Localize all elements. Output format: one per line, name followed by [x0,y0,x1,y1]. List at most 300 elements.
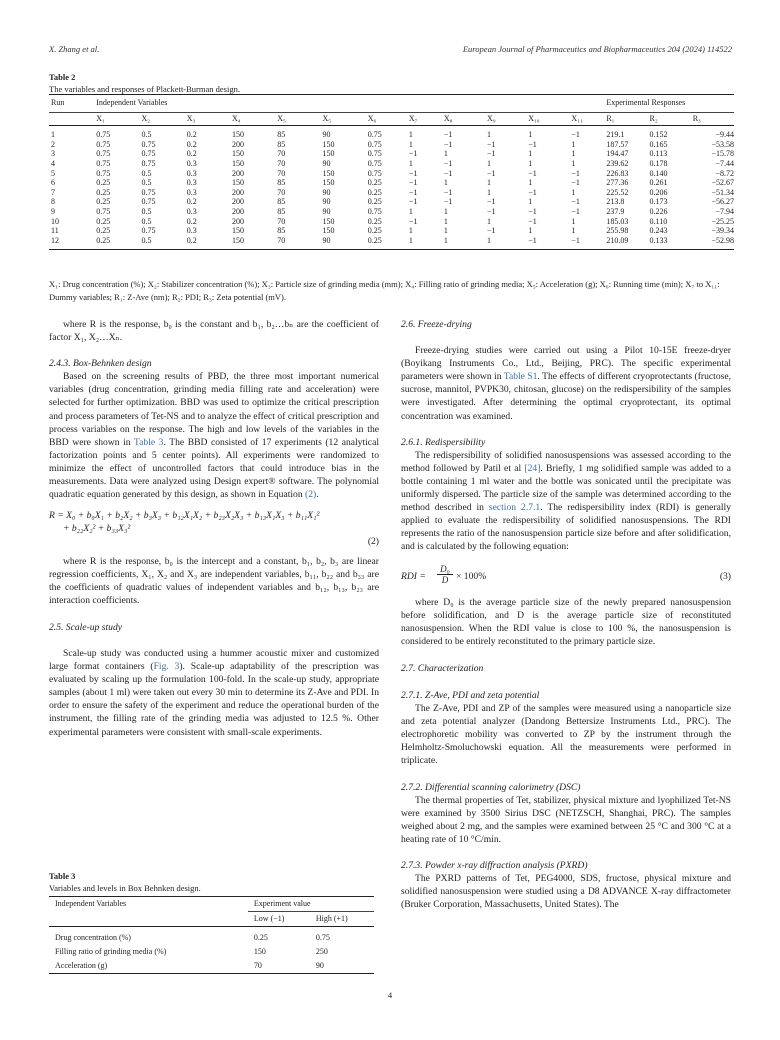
table-cell: 0.25 [367,197,382,207]
table-cell: −1 [443,168,453,178]
table-cell: 1 [528,197,533,207]
table-row [49,178,734,188]
table-row [49,207,734,217]
heading-2-7: 2.7. Characterization [401,662,484,674]
table2-colhead-cell: X₄ [232,113,241,123]
table-cell: 200 [232,187,244,197]
table-cell: 4 [51,158,55,168]
table-cell: 1 [571,216,576,226]
equation-3-number: (3) [719,570,731,582]
table-cell: 0.3 [186,187,197,197]
table-cell: 150 [232,226,244,236]
table3-caption: Variables and levels in Box Behnken design. [49,883,201,893]
table-cell: −7.44 [715,158,734,168]
left-para-2-a: Based on the screening results of PBD, the three most important numerical variables (drug concentration, grinding media filling rate and acceleration) were selected for further optimization. BBD was used to optimize the critical prescription and process parameters of Tet-NS and to analyze the effect of critical prescription and process variables on the response. The high and low levels of the variables in the BBD were shown in [49,371,379,448]
table-cell: 150 [322,139,335,149]
table-cell: 0.75 [96,149,111,159]
table-cell: 0.25 [96,235,111,245]
table-cell: 0.75 [367,149,382,159]
table3-label: Table 3 [49,871,76,881]
table-cell: −1 [408,197,418,207]
table-cell: 213.8 [606,197,625,207]
table-cell: 0.226 [649,206,668,216]
table2-colhead-cell: X₅ [277,113,286,123]
table-cell: 0.3 [186,206,197,216]
table-cell: 1 [443,178,448,188]
table-cell: 11 [51,226,59,236]
table-cell: 277.36 [606,178,629,188]
table-cell: 250 [315,947,328,956]
table-cell: 200 [232,139,244,149]
table-cell: −8.72 [715,168,734,178]
table-cell: −1 [487,226,496,236]
table-cell: 150 [232,235,244,245]
table-cell: 0.75 [141,197,156,207]
table-cell: 1 [443,206,448,216]
table-cell: 70 [277,168,286,178]
table-cell: 90 [322,197,331,207]
table-cell: 12 [51,235,59,245]
table-cell: 0.2 [186,149,197,159]
table2-colhead-cell: X₇ [407,112,442,126]
right-column [401,318,731,911]
table-cell: 9 [51,206,55,216]
table-cell: 8 [51,197,55,207]
table-cell: 0.25 [367,216,382,226]
table-cell: 6 [51,178,55,188]
table-cell: −1 [571,178,580,188]
table-cell: 1 [528,226,533,236]
table-cell: 187.57 [606,139,629,149]
table-cell: 0.2 [186,235,197,245]
table3-high-header: High (+1) [315,914,348,923]
table-cell: 0.25 [96,197,111,207]
equation-2-number: (2) [367,536,379,548]
table-row [49,226,734,236]
table-cell: Acceleration (g) [55,961,108,970]
table-cell: 0.25 [367,235,382,245]
table-cell: 1 [443,149,448,159]
table-cell: 1 [571,226,576,236]
table-cell: 185.03 [606,216,629,226]
table-cell: 1 [443,226,448,236]
table-cell: −1 [571,235,580,245]
table-cell: 0.3 [186,158,197,168]
table-cell: 1 [571,139,576,149]
table-cell: 85 [277,197,286,207]
table-cell: −1 [528,139,537,149]
table-cell: 2 [51,139,55,149]
equation-3-fraction [437,564,453,585]
table-cell: 1 [51,130,55,140]
table-cell: 150 [322,216,335,226]
table-cell: 90 [322,187,331,197]
table2-colhead-cell: X₉ [485,112,526,126]
heading-2-6-1: 2.6.1. Redispersibility [401,436,486,448]
table-cell: 70 [277,216,286,226]
table2 [49,95,734,250]
table-cell: 90 [322,158,331,168]
table3-exp-header: Experiment value [248,897,374,912]
table3 [49,896,374,974]
heading-2-6: 2.6. Freeze-drying [401,319,472,330]
table-cell: 0.5 [141,130,152,140]
link-table-s1[interactable]: Table S1 [503,371,538,383]
table-cell: 200 [232,206,244,216]
table-cell: 239.62 [606,158,629,168]
table-cell: 0.25 [96,187,111,197]
left-para-2-b: . The BBD consisted of 17 experiments (12 analytical factorization points and 5 center points). All experiments were randomized to minimize the effect of uncontrolled factors that could introduce bias in the measurements. Data were analyzed using Design expert® software. The polynomial quadratic equation generated by this design, as shown in Equation [49,436,379,501]
table-cell: −1 [571,197,580,207]
table-cell: −7.94 [715,206,734,216]
table-cell: −1 [443,130,453,140]
table-cell: 85 [277,226,286,236]
table-cell: −52.67 [711,178,734,188]
table-cell: 0.206 [649,187,668,197]
table-cell: 7 [51,187,55,197]
table2-resp-header: Experimental Responses [606,98,686,107]
table-cell: 200 [232,216,244,226]
table2-colhead-cell: X₆ [367,113,377,123]
table-cell: 0.75 [141,187,156,197]
table-cell: 0.3 [186,168,197,178]
table-cell: 0.243 [649,226,668,236]
table-cell: 150 [232,178,244,188]
table-row [49,927,374,946]
table-cell: 0.2 [186,197,197,207]
table2-colhead-cell: X₅ [322,113,332,123]
table-cell: 1 [528,130,533,140]
table-cell: −56.27 [711,197,734,207]
table-cell: 1 [487,187,492,197]
table-cell: 1 [571,187,576,197]
table-cell: −1 [571,130,580,140]
table-cell: 85 [277,206,286,216]
table-cell: 0.25 [96,216,111,226]
table-cell: −1 [487,206,496,216]
table-cell: −1 [443,187,453,197]
table-cell: 1 [487,216,492,226]
table-cell: −1 [487,197,496,207]
table2-colhead-cell: X₃ [186,113,196,123]
table-cell: 200 [232,197,244,207]
table-cell: 70 [277,235,286,245]
table-cell: 1 [528,158,533,168]
table-cell: −1 [408,178,418,188]
table-cell: 194.47 [606,149,629,159]
table-cell: 0.75 [367,130,382,140]
table2-colhead-cell: R₃ [692,113,701,123]
table-cell: 150 [322,226,335,236]
table-cell: 237.9 [606,206,625,216]
table-cell: 0.75 [141,149,156,159]
right-para-3: where D₀ is the average particle size of the newly prepared nanosuspension before solidification, and D is the average particle size of reconstituted nanosuspension. When the RDI value is close to 100 %, the nanosuspension is considered to be entirely reconstituted to the primary particle size. [401,596,731,647]
table-cell: 0.75 [96,206,111,216]
table-cell: 150 [322,149,335,159]
table2-column-header [49,112,734,126]
table2-colhead-cell: X₁₁ [569,112,604,126]
right-para-5: The thermal properties of Tet, stabilizer, physical mixture and lyophilized Tet-NS were examined by 3500 Sirius DSC (NETZSCH, Shanghai, PRC). The samples weighed about 2 mg, and the samples were examined between 25 °C and 300 °C at a heating rate of 10 °C/min. [401,794,731,845]
table-cell: 1 [408,139,413,149]
table-cell: 0.261 [649,178,668,188]
table-cell: 0.25 [96,178,111,188]
table-cell: 0.75 [96,158,111,168]
table-cell: −39.34 [711,226,734,236]
table-cell: −1 [443,158,453,168]
table-row [49,236,734,250]
table-cell: −9.44 [715,130,734,140]
table-cell: 70 [277,187,286,197]
table-cell: 0.165 [649,139,668,149]
table-cell: −1 [528,187,537,197]
table-cell: 0.152 [649,130,668,140]
table-cell: 0.25 [367,178,382,188]
table-cell: 0.133 [649,235,668,245]
table2-caption: The variables and responses of Plackett-Burman design. [49,84,240,94]
right-para-6: The PXRD patterns of Tet, PEG4000, SDS, fructose, physical mixture and solidified nanosuspension were studied using a D8 ADVANCE X-ray diffractometer (Bruker Corporation, Massachusetts, United States). The [401,873,731,911]
table2-run-header: Run [51,98,65,107]
right-para-2-a: The redispersibility of solidified nanosuspensions was assessed according to the method followed by Patil et al [401,449,731,474]
table-cell: 1 [487,235,492,245]
table-cell: 0.3 [186,178,197,188]
left-para-4 [49,647,379,739]
table-cell: −1 [487,168,496,178]
running-author: X. Zhang et al. [49,44,100,54]
link-eq2[interactable]: (2) [305,489,317,501]
table-row [49,188,734,198]
table-cell: 0.2 [186,139,197,149]
table-cell: −1 [528,216,537,226]
table-cell: 0.75 [367,168,382,178]
right-para-2 [401,449,731,554]
left-para-1: where R is the response, b₀ is the constant and b₁, b₂…bₙ are the coefficient of factor X₁, X₂…Xₙ. [49,319,379,344]
table-cell: −1 [571,168,580,178]
table-cell: 1 [408,130,413,140]
table-cell: 1 [528,149,533,159]
link-fig3[interactable]: Fig. 3 [153,661,180,673]
left-para-2-c: . [316,489,319,501]
table-cell: 90 [315,961,324,970]
right-para-2-c: . The redispersibility index (RDI) is generally applied to evaluate the redispersibility of solidified nanosuspensions. The RDI represents the ratio of the nanosuspension particle size before and after solidification, and is calculated by the following equation: [401,502,731,553]
table-cell: 0.25 [367,187,382,197]
table-cell: 0.75 [96,168,111,178]
table3-header-row [49,897,374,912]
table-cell: 85 [277,139,286,149]
table-cell: −15.78 [711,149,734,159]
running-journal: European Journal of Pharmaceutics and Biopharmaceutics 204 (2024) 114522 [462,44,732,54]
table-cell: 0.110 [649,216,668,226]
table-cell: 1 [528,178,533,188]
table-cell: −1 [487,149,496,159]
table-cell: −1 [443,139,453,149]
table-cell: 150 [232,149,244,159]
table-cell: −53.58 [711,139,734,149]
table-cell: 70 [277,158,286,168]
table2-body [49,126,734,250]
table-cell: 0.75 [141,158,156,168]
table-row [49,945,374,959]
table-cell: 1 [487,158,492,168]
table-cell: 0.178 [649,158,668,168]
table3-body [49,927,374,974]
table-row [49,169,734,179]
table-cell: 0.75 [367,206,382,216]
table-cell: −1 [408,187,418,197]
table2-colhead-cell: X₂ [141,113,151,123]
table-cell: 0.75 [141,139,156,149]
table2-footnote: X₁: Drug concentration (%); X₂: Stabilizer concentration (%); X₃: Particle size of grinding media (mm); X₄: Filling ratio of grinding media; X₅: Acceleration (g); X₆: Running time (min); X₇ to X₁₁: Dummy variables; R₁: Z-Ave (nm); R₂: PDI; R₃: Zeta potential (mV). [49,279,720,302]
table-cell: 0.75 [315,933,330,942]
table-cell: 85 [277,130,286,140]
left-para-4-b: ). Scale-up adaptability of the prescription was evaluated by scaling up the formulation 100-fold. In the scale-up study, appropriate samples (about 1 ml) were taken out every 30 min to determine its Z-Ave and PDI. In order to ensure the safety of the experiment and reduce the operational burden of the instrument, the filling rate of the grinding media was adjusted to 12.5 %. Other experimental parameters were consistent with small-scale experiments. [49,661,379,738]
table-cell: 0.113 [649,149,668,159]
table-cell: −1 [571,206,580,216]
table-row [49,959,374,974]
table2-colhead-cell: X₈ [442,112,485,126]
link-section-2-7-1[interactable]: section 2.7.1 [488,502,541,514]
table-cell: 1 [571,158,576,168]
heading-2-5: 2.5. Scale-up study [49,621,123,633]
table-cell: 225.52 [606,187,629,197]
table-cell: 3 [51,149,55,159]
heading-2-7-2: 2.7.2. Differential scanning calorimetry (DSC) [401,781,581,793]
left-para-3: where R is the response, b₀ is the intercept and a constant, b₁, b₂, b₃ are linear regression coefficients, X₁, X₂ and X₃ are independent variables, b₁₁, b₂₂ and b₃₃ are the coefficients of quadratic values of independent variables and b₁₂, b₁₃, b₂₃ are interaction coefficients. [49,555,379,606]
table-cell: 0.25 [253,933,268,942]
equation-2 [49,509,379,548]
link-table3[interactable]: Table 3 [133,436,164,448]
equation-3-lhs: RDI = [401,570,426,582]
table-cell: 0.25 [367,226,382,236]
table-cell: 85 [277,178,286,188]
table-cell: −1 [408,216,418,226]
table-cell: 0.140 [649,168,668,178]
left-para-2 [49,370,379,501]
table-cell: 150 [322,168,335,178]
table-cell: 0.75 [96,130,111,140]
table-cell: 219.1 [606,130,625,140]
table3-var-header: Independent Variables [55,899,127,908]
table-cell: 5 [51,168,55,178]
table-cell: 1 [487,178,492,188]
right-para-1-a: Freeze-drying studies were carried out using a Pilot 10-15E freeze-dryer (Boyikang Instruments Co., Ltd., Beijing, PRC). The specific experimental parameters were shown in [401,345,731,383]
table2-group-header [49,95,734,112]
table-cell: Drug concentration (%) [55,933,131,942]
page-number: 4 [387,990,393,1000]
right-para-1 [401,344,731,423]
right-para-2-b: . Briefly, 1 mg solidified sample was added to a bottle containing 1 ml water and the bottle was sonicated until the precipitate was uniformly dispersed. The particle size of the sample was determined according to the method described in [401,462,731,514]
table-cell: 150 [232,158,244,168]
table-row [49,149,734,159]
heading-2-7-3: 2.7.3. Powder x-ray diffraction analysis (PXRD) [401,860,588,871]
table2-caption-block [49,71,739,95]
left-column [49,318,379,739]
table-cell: 1 [571,149,576,159]
table-row [49,197,734,207]
table-row [49,159,734,169]
table-cell: 10 [51,216,59,226]
table-cell: 0.75 [367,139,382,149]
table-cell: 0.25 [96,226,111,236]
table-cell: 150 [232,130,244,140]
table3-caption-block [49,870,379,894]
table-cell: −1 [408,168,418,178]
table-cell: 1 [408,206,413,216]
table-cell: 0.173 [649,197,668,207]
table-cell: 150 [253,947,266,956]
table-cell: 1 [487,130,492,140]
table-cell: −1 [528,206,537,216]
equation-2-line1: R = X₀ + b₀X₁ + b₂X₂ + b₃X₃ + b₁₂X₁X₂ + b₂₃X₂X₃ + b₁₃X₁X₃ + b₁₁X₁² [49,510,320,522]
table-cell: 1 [443,235,448,245]
table2-label: Table 2 [49,72,76,82]
table-cell: −1 [528,235,537,245]
equation-3 [401,564,731,588]
heading-2-4-3: 2.4.3. Box-Behnken design [49,358,152,370]
table-cell: 0.2 [186,130,197,140]
table-cell: 70 [277,149,286,159]
table-cell: −1 [408,149,418,159]
right-para-1-b: . The effects of different cryoprotectants (fructose, sucrose, mannitol, PVPK30, chitosan, glucose) on the redispersibility of the samples were investigated. After determining the optimal cryoprotectant, its optimal concentration was examined. [401,371,732,422]
table2-indep-header: Independent Variables [96,98,168,107]
table-cell: 255.98 [606,226,629,236]
table-cell: −1 [487,139,496,149]
table-cell: 90 [322,235,331,245]
table2-colhead-cell: X₁ [96,113,105,123]
table-cell: 90 [322,206,331,216]
table-cell: −1 [528,168,537,178]
heading-2-7-1: 2.7.1. Z-Ave, PDI and zeta potential [401,689,540,701]
table-cell: 1 [408,226,413,236]
table-row [49,217,734,227]
table-cell: 0.75 [96,139,111,149]
table-cell: 1 [408,158,413,168]
table-cell: 0.5 [141,206,152,216]
table-cell: 0.5 [141,178,152,188]
table-cell: Filling ratio of grinding media (%) [55,947,167,956]
table-cell: 0.5 [141,216,152,226]
table-cell: −1 [443,197,453,207]
table-cell: 0.5 [141,168,152,178]
table2-colhead-cell: R₂ [649,113,658,123]
table-cell: 0.2 [186,216,197,226]
table-cell: 150 [322,178,335,188]
link-ref-24[interactable]: [24] [524,462,541,474]
table-cell: 0.75 [367,158,382,168]
table2-colhead-cell: R₁ [606,113,615,123]
left-para-4-a: Scale-up study was conducted using a hummer acoustic mixer and customized large format containers ( [49,647,379,673]
equation-3-numerator: D₀ [437,564,453,575]
table-cell: 0.5 [141,235,152,245]
equation-3-denominator: D [441,574,449,585]
table-cell: 1 [408,235,413,245]
table-cell: 226.83 [606,168,629,178]
equation-3-rhs: × 100% [456,570,487,582]
table3-low-header: Low (−1) [253,914,285,923]
table-row [49,140,734,150]
table-row [49,126,734,140]
table-cell: −25.25 [711,216,734,226]
equation-2-line2: + b₂₂X₂² + b₃₃X₃² [63,523,131,535]
table-cell: 70 [253,961,262,970]
table-cell: 210.09 [606,235,629,245]
table-cell: 0.3 [186,226,197,236]
table-cell: −51.34 [711,187,734,197]
table-cell: 1 [443,216,448,226]
table-cell: 90 [322,130,331,140]
table-cell: 0.75 [141,226,156,236]
right-para-4: The Z-Ave, PDI and ZP of the samples were measured using a nanoparticle size and zeta potential analyzer (Dandong Bettersize Instruments Ltd., PRC). The electrophoretic mobility was converted to ZP by the instrument through the Helmholtz-Smoluchowski equation. All the measurements were performed in triplicate. [401,703,731,767]
table-cell: −52.98 [711,235,734,245]
